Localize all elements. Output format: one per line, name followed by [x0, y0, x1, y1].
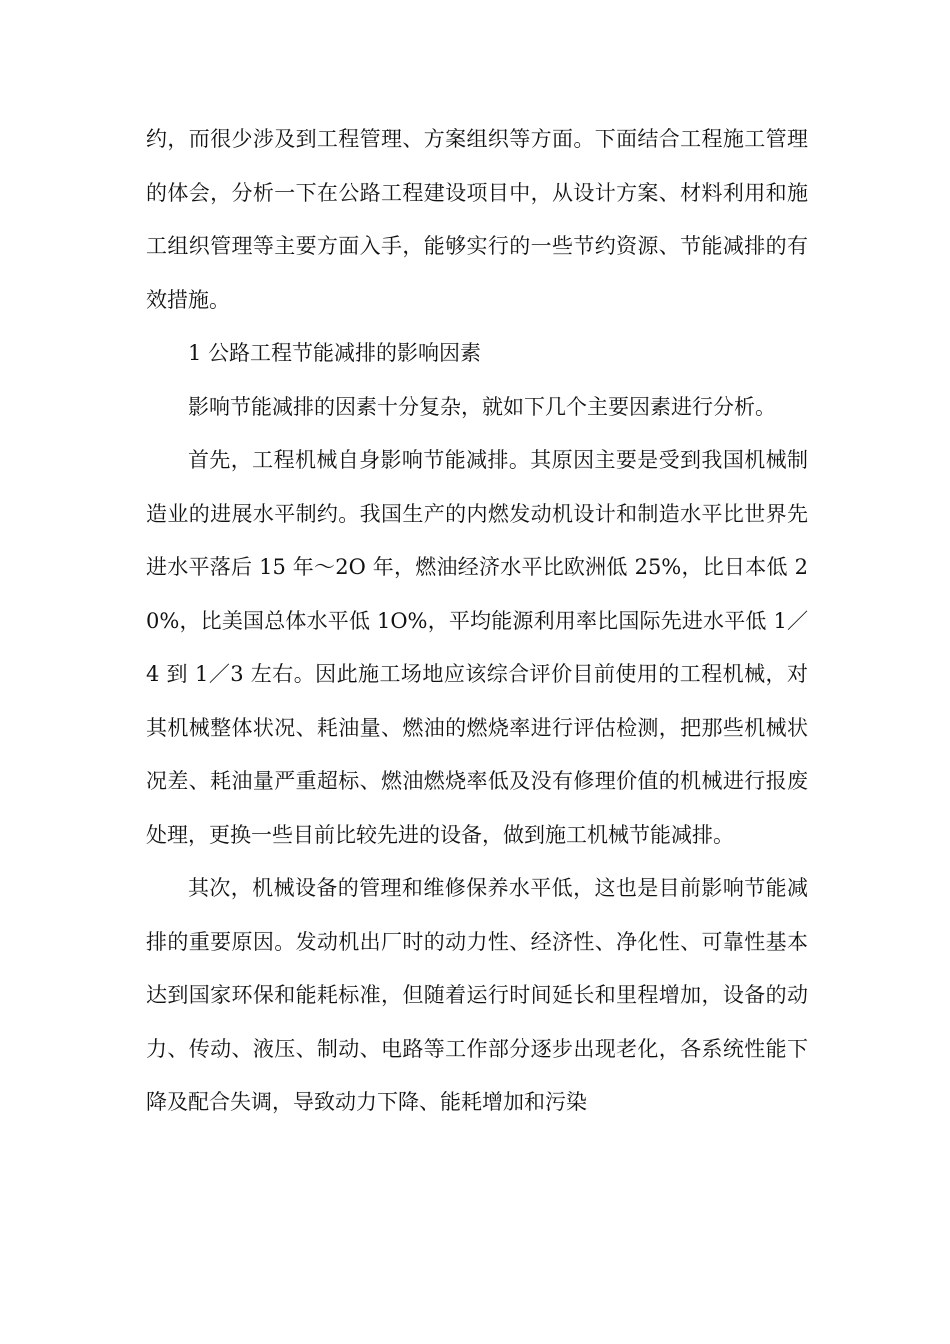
paragraph-intro: 影响节能减排的因素十分复杂，就如下几个主要因素进行分析。 [188, 394, 776, 419]
document-body [146, 113, 808, 1130]
paragraph-first-factor: 首先，工程机械自身影响节能减排。其原因主要是受到我国机械制造业的进展水平制约。我国生产的内燃发动机设计和制造水平比世界先进水平落后 15 年～2O 年，燃油经济水平比欧洲低 25%，比日本低 20%，比美国总体水平低 1O%，平均能源利用率比国际先进水平低 1／4 到 1／3 左右。因此施工场地应该综合评价目前使用的工程机械，对其机械整体状况、耗油量、燃油的燃烧率进行评估检测，把那些机械状况差、耗油量严重超标、燃油燃烧率低及没有修理价值的机械进行报废处理，更换一些目前比较先进的设备，做到施工机械节能减排。 [146, 448, 808, 847]
paragraph-continuation: 约，而很少涉及到工程管理、方案组织等方面。下面结合工程施工管理的体会，分析一下在公路工程建设项目中，从设计方案、材料利用和施工组织管理等主要方面入手，能够实行的一些节约资源、节能减排的有效措施。 [146, 127, 808, 312]
paragraph-second-factor: 其次，机械设备的管理和维修保养水平低，这也是目前影响节能减排的重要原因。发动机出厂时的动力性、经济性、净化性、可靠性基本达到国家环保和能耗标准，但随着运行时间延长和里程增加，设备的动力、传动、液压、制动、电路等工作部分逐步出现老化，各系统性能下降及配合失调，导致动力下降、能耗增加和污染 [146, 876, 808, 1114]
section-heading: 1 公路工程节能减排的影响因素 [188, 341, 482, 365]
